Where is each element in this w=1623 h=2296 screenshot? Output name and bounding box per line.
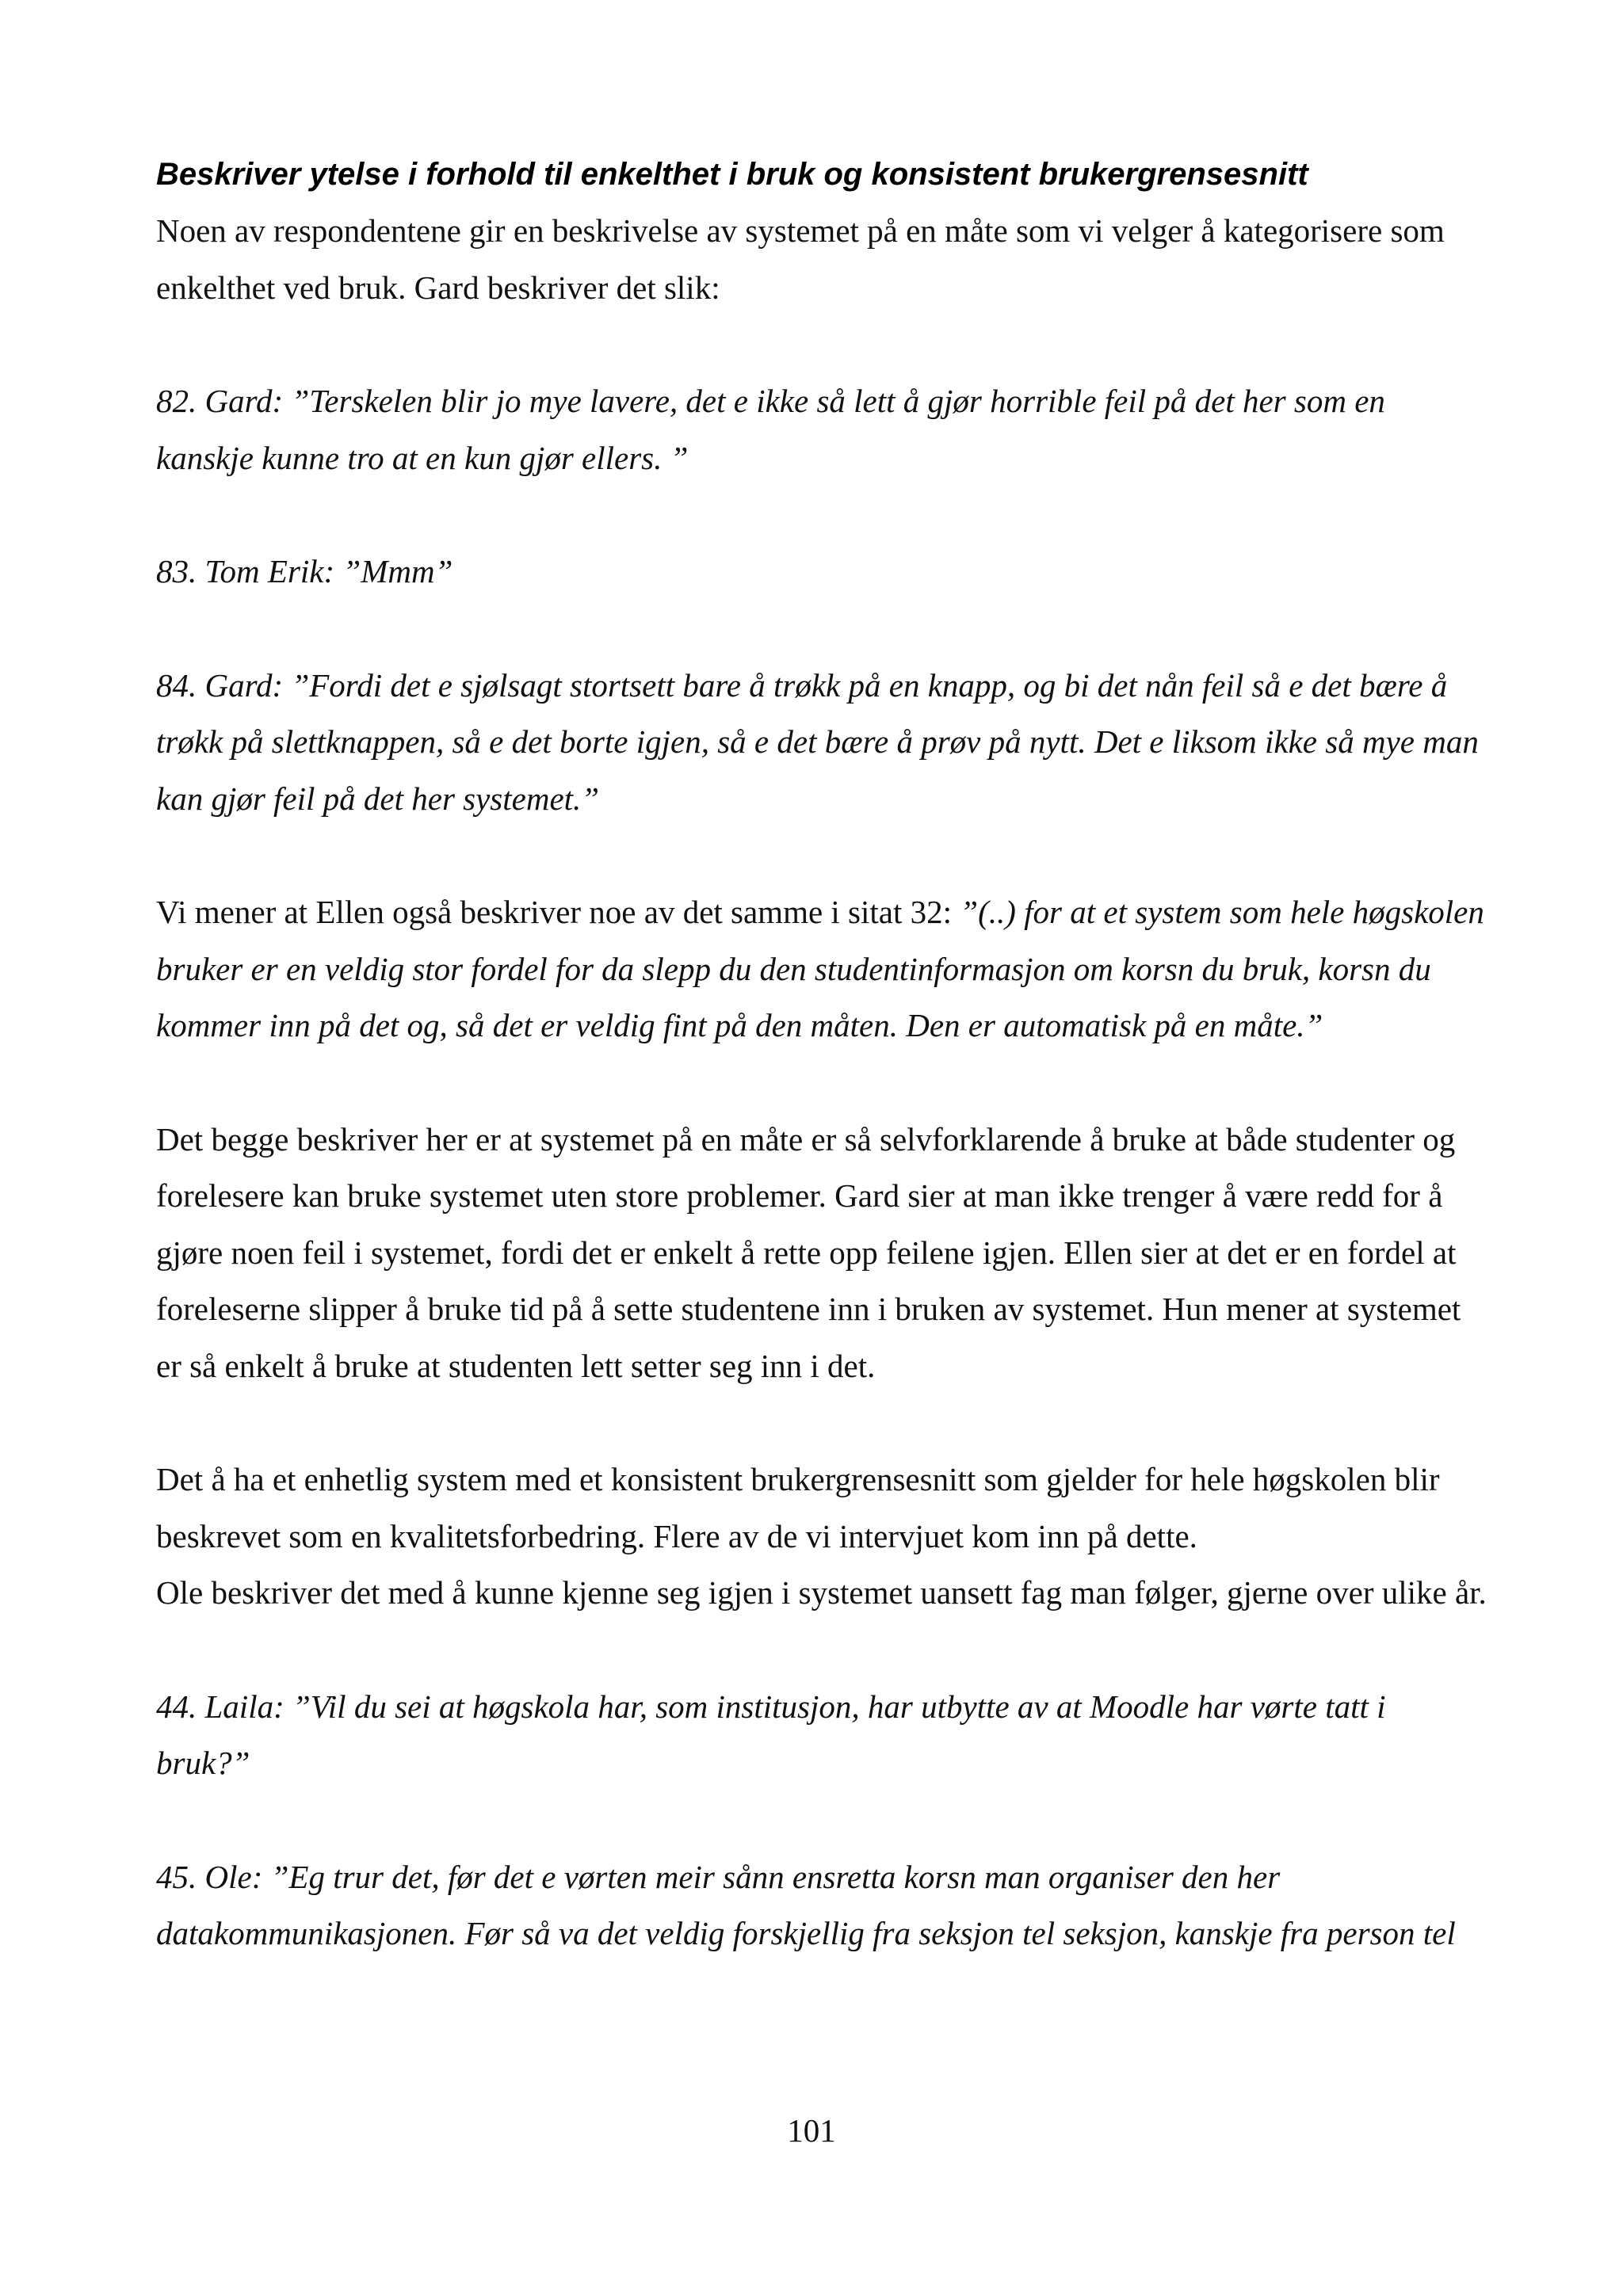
ellen-intro-text: Vi mener at Ellen også beskriver noe av det samme i sitat 32: (156, 894, 960, 930)
quote-84-gard: 84. Gard: ”Fordi det e sjølsagt stortsett bare å trøkk på en knapp, og bi det nån feil så e det bære å trøkk på slettknappen, så e det borte igjen, så e det bære å prøv på nytt. Det e liksom ikke så mye man kan gjør feil på det her systemet.” (156, 666, 1479, 817)
quote-44-laila: 44. Laila: ”Vil du sei at høgskola har, som institusjon, har utbytte av at Moodle har vørte tatt i bruk?” (156, 1688, 1386, 1781)
body-paragraph-ole: Ole beskriver det med å kunne kjenne seg igjen i systemet uansett fag man følger, gjerne over ulike år. (156, 1574, 1487, 1611)
quote-82-gard: 82. Gard: ”Terskelen blir jo mye lavere, det e ikke så lett å gjør horrible feil på det her som en kanskje kunne tro at en kun gjør ellers. ” (156, 383, 1385, 476)
section-heading: Beskriver ytelse i forhold til enkelthet i bruk og konsistent brukergrensesnitt (156, 157, 1308, 192)
body-paragraph-intro: Noen av respondentene gir en beskrivelse av systemet på en måte som vi velger å kategorisere som enkelthet ved bruk. Gard beskriver det slik: (156, 212, 1445, 306)
body-paragraph-analysis: Det begge beskriver her er at systemet på en måte er så selvforklarende å bruke at både studenter og forelesere kan bruke systemet uten store problemer. Gard sier at man ikke trenger å være redd for å gjøre noen feil i systemet, fordi det er enkelt å rette opp feilene igjen. Ellen sier at det er en fordel at foreleserne slipper å bruke tid på å sette studentene inn i bruken av systemet. Hun mener at systemet er så enkelt å bruke at studenten lett setter seg inn i det. (156, 1120, 1461, 1384)
quote-83-tom-erik: 83. Tom Erik: ”Mmm” (156, 553, 453, 589)
ellen-quote-32: ”(..) for at et system som hele høgskolen bruker er en veldig stor fordel for da slepp du den studentinformasjon om korsn du bruk, korsn du kommer inn på det og, så det er veldig fint på den måten. Den er automatisk på en måte.” (156, 894, 1484, 1043)
body-paragraph-consistency: Det å ha et enhetlig system med et konsistent brukergrensesnitt som gjelder for hele høgskolen blir beskrevet som en kvalitetsforbedring. Flere av de vi intervjuet kom inn på dette. (156, 1461, 1440, 1554)
page-content (156, 151, 1487, 1962)
body-paragraph-ellen (156, 884, 1487, 1055)
page-number: 101 (787, 2112, 836, 2149)
quote-45-ole: 45. Ole: ”Eg trur det, før det e vørten meir sånn ensretta korsn man organiser den her datakommunikasjonen. Før så va det veldig forskjellig fra seksjon tel seksjon, kanskje fra person tel (156, 1858, 1456, 1951)
